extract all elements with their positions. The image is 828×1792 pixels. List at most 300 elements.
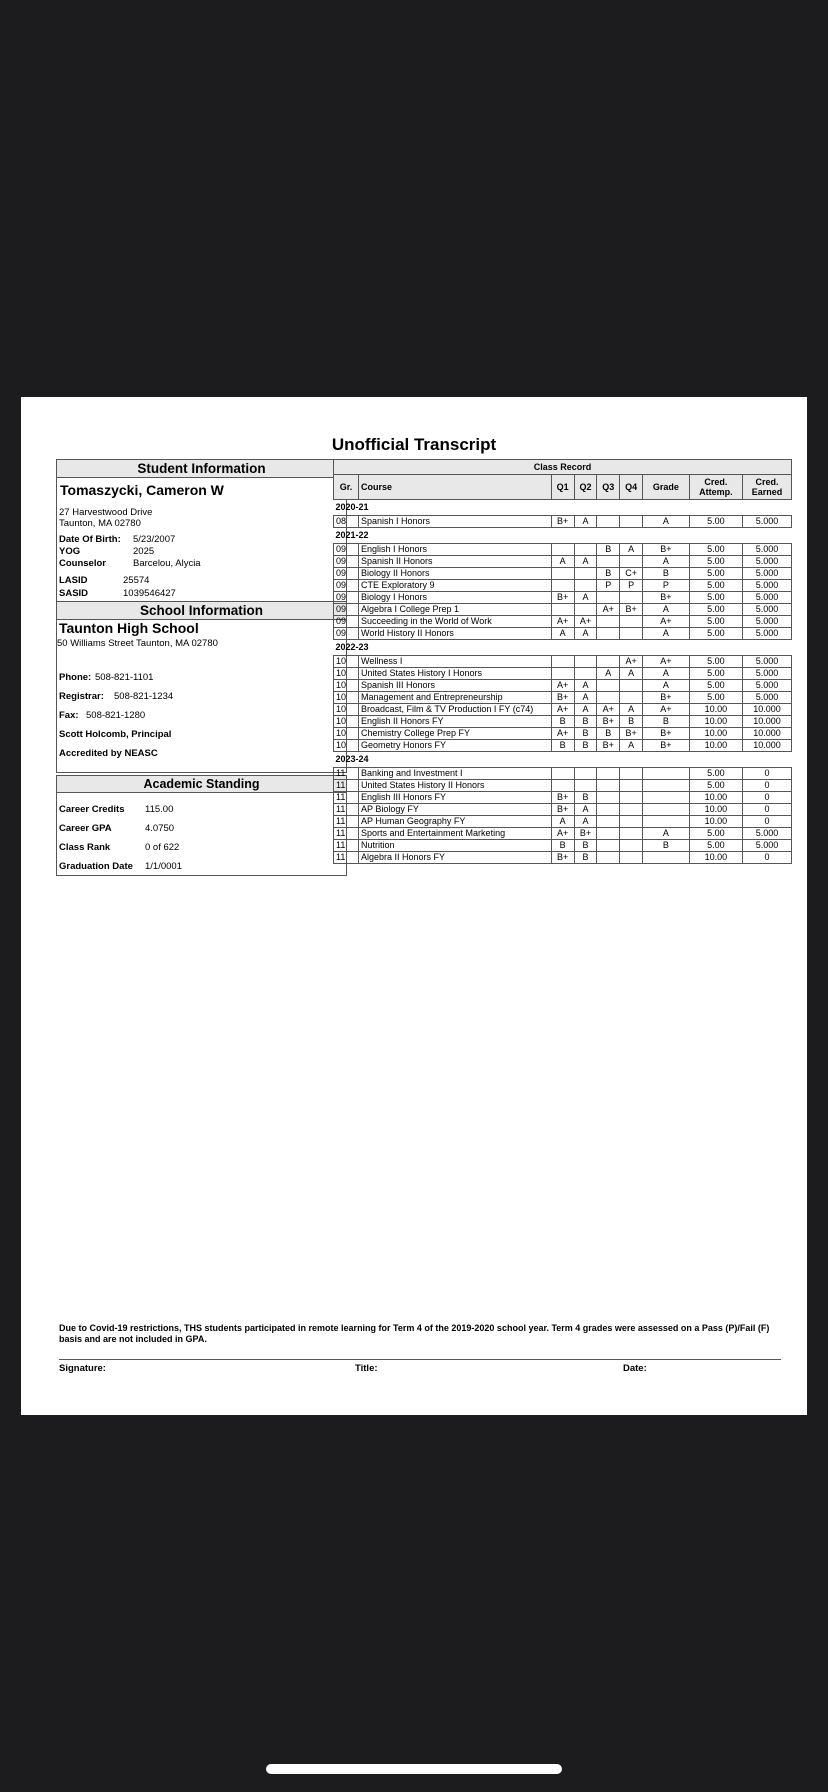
course-row [334,680,792,692]
fax-value: 508-821-1280 [86,710,146,721]
yog-label: YOG [59,546,81,557]
course-cell: B+ [620,604,643,616]
sasid-value: 1039546427 [123,588,176,599]
course-cell: B [643,840,690,852]
course-cell [620,792,643,804]
column-header: Q3 [597,475,620,500]
course-cell [620,804,643,816]
counselor-label: Counselor [59,558,106,569]
course-cell: 10.00 [689,804,742,816]
course-cell [643,768,690,780]
course-cell: 10.00 [689,740,742,752]
course-cell: 10 [334,704,359,716]
course-cell [574,580,597,592]
career-credits-label: Career Credits [59,804,125,815]
column-header: Q1 [551,475,574,500]
course-row [334,556,792,568]
course-cell [643,792,690,804]
course-cell [643,804,690,816]
course-row [334,516,792,528]
course-cell [597,816,620,828]
class-record-body [334,500,792,864]
course-cell [597,852,620,864]
course-cell: A+ [551,728,574,740]
course-cell: 11 [334,816,359,828]
course-name: Succeeding in the World of Work [359,616,552,628]
course-cell [551,768,574,780]
course-cell: 09 [334,592,359,604]
course-cell [597,828,620,840]
career-gpa-label: Career GPA [59,823,112,834]
column-header: Cred. Earned [743,475,792,500]
student-address-line2: Taunton, MA 02780 [59,518,141,529]
course-cell: A+ [620,656,643,668]
course-cell: 10.000 [743,740,792,752]
course-name: United States History I Honors [359,668,552,680]
course-cell: 0 [743,852,792,864]
course-name: Chemistry College Prep FY [359,728,552,740]
dob-label: Date Of Birth: [59,534,121,545]
course-row [334,768,792,780]
course-cell [597,680,620,692]
principal: Scott Holcomb, Principal [59,729,172,740]
course-cell [574,780,597,792]
course-name: United States History II Honors [359,780,552,792]
course-cell: B+ [643,728,690,740]
course-cell: B [574,852,597,864]
course-cell: 10 [334,716,359,728]
class-record-table [333,459,792,864]
course-cell: 5.000 [743,668,792,680]
course-cell: 10 [334,692,359,704]
course-cell [551,604,574,616]
course-cell: B+ [643,740,690,752]
course-cell: 5.00 [689,568,742,580]
accreditation: Accredited by NEASC [59,748,158,759]
year-row [334,752,792,768]
course-cell: A [574,680,597,692]
course-cell [551,780,574,792]
class-record-title: Class Record [334,460,792,475]
student-address-line1: 27 Harvestwood Drive [59,507,153,518]
school-year-label: 2022-23 [334,640,792,656]
course-cell [597,768,620,780]
course-name: AP Biology FY [359,804,552,816]
course-cell: A+ [551,680,574,692]
course-cell: A [574,816,597,828]
course-cell: 09 [334,604,359,616]
registrar-value: 508-821-1234 [114,691,174,702]
course-cell: 09 [334,628,359,640]
course-cell [597,592,620,604]
school-info-header: School Information [57,601,346,620]
course-cell: A [597,668,620,680]
sasid-label: SASID [59,588,89,599]
document-title: Unofficial Transcript [331,435,497,454]
course-name: English III Honors FY [359,792,552,804]
course-cell: A [574,516,597,528]
course-row [334,568,792,580]
course-cell [551,668,574,680]
course-cell: 10 [334,728,359,740]
course-name: English II Honors FY [359,716,552,728]
year-row [334,500,792,516]
course-cell: A [620,740,643,752]
home-indicator[interactable] [266,1764,562,1774]
course-name: Spanish III Honors [359,680,552,692]
course-cell: 09 [334,556,359,568]
course-cell: 0 [743,804,792,816]
course-cell [620,628,643,640]
course-cell: 5.000 [743,556,792,568]
course-cell: A+ [551,704,574,716]
course-row [334,816,792,828]
course-cell [574,544,597,556]
course-cell: P [597,580,620,592]
course-cell [620,852,643,864]
course-cell: 10 [334,668,359,680]
course-cell: A [551,556,574,568]
course-cell [620,616,643,628]
course-name: CTE Exploratory 9 [359,580,552,592]
course-row [334,692,792,704]
course-row [334,792,792,804]
course-cell: B [551,840,574,852]
course-cell: 11 [334,768,359,780]
course-cell: 5.00 [689,544,742,556]
course-row [334,616,792,628]
course-cell: A+ [643,704,690,716]
course-cell: 10.00 [689,852,742,864]
dob-value: 5/23/2007 [133,534,176,545]
course-cell: A [643,680,690,692]
course-name: Banking and Investment I [359,768,552,780]
academic-standing-header: Academic Standing [57,776,346,793]
course-cell: 5.000 [743,604,792,616]
registrar-label: Registrar: [59,691,104,702]
course-cell: 10 [334,656,359,668]
class-rank-value: 0 of 622 [145,842,180,853]
course-cell: 5.000 [743,580,792,592]
course-cell [620,692,643,704]
course-cell [597,780,620,792]
course-cell: B [597,728,620,740]
course-cell [551,656,574,668]
course-row [334,852,792,864]
course-row [334,656,792,668]
course-cell: A [574,804,597,816]
course-cell: B [597,568,620,580]
course-cell: 5.00 [689,780,742,792]
signature-line [59,1359,365,1360]
school-year-label: 2023-24 [334,752,792,768]
course-cell: B [643,568,690,580]
yog-value: 2025 [133,546,155,557]
course-cell: 10.000 [743,704,792,716]
course-cell: 0 [743,768,792,780]
course-cell: A [643,604,690,616]
course-cell: 10 [334,680,359,692]
course-name: Nutrition [359,840,552,852]
course-cell: 11 [334,792,359,804]
course-name: World History II Honors [359,628,552,640]
course-cell: 10.00 [689,704,742,716]
course-cell: B+ [620,728,643,740]
course-cell: B+ [551,592,574,604]
course-cell: 5.000 [743,544,792,556]
course-name: Spanish II Honors [359,556,552,568]
course-cell [597,840,620,852]
course-cell: 5.000 [743,628,792,640]
column-header: Grade [643,475,690,500]
course-cell [620,592,643,604]
school-name: Taunton High School [59,620,199,636]
class-record-header-row [334,475,792,500]
title-date-line [355,1359,781,1360]
course-cell: 5.00 [689,616,742,628]
signature-label: Signature: [59,1363,106,1374]
course-cell: 5.000 [743,656,792,668]
course-cell: 11 [334,852,359,864]
course-cell: B+ [643,544,690,556]
course-cell [643,852,690,864]
school-address: 50 Williams Street Taunton, MA 02780 [57,638,218,649]
course-cell: P [620,580,643,592]
course-cell: A [643,628,690,640]
course-cell: B [574,792,597,804]
student-name: Tomaszycki, Cameron W [60,482,224,498]
course-cell [597,656,620,668]
course-cell: A [551,628,574,640]
course-cell: B+ [643,592,690,604]
course-cell: C+ [620,568,643,580]
column-header: Q2 [574,475,597,500]
lasid-label: LASID [59,575,88,586]
course-cell: A [643,516,690,528]
course-cell: A [620,668,643,680]
course-cell: A+ [597,704,620,716]
course-cell: 10.00 [689,792,742,804]
course-cell: 0 [743,816,792,828]
course-cell: 5.000 [743,592,792,604]
course-cell: 10.000 [743,728,792,740]
school-year-label: 2020-21 [334,500,792,516]
course-cell: B [574,740,597,752]
course-row [334,580,792,592]
course-cell: A [620,704,643,716]
course-cell: B+ [551,516,574,528]
course-cell: 5.000 [743,680,792,692]
title-label: Title: [355,1363,378,1374]
lasid-value: 25574 [123,575,150,586]
column-header: Cred. Attemp. [689,475,742,500]
course-cell [597,692,620,704]
course-name: Biology I Honors [359,592,552,604]
course-cell: 5.00 [689,656,742,668]
course-cell: A [551,816,574,828]
course-name: Algebra II Honors FY [359,852,552,864]
course-cell [574,668,597,680]
course-row [334,828,792,840]
course-cell [597,792,620,804]
course-cell: B [620,716,643,728]
course-cell [574,604,597,616]
course-cell: 11 [334,804,359,816]
course-cell: 5.00 [689,668,742,680]
course-cell: 0 [743,780,792,792]
school-year-label: 2021-22 [334,528,792,544]
career-credits-value: 115.00 [145,804,174,815]
covid-note: Due to Covid-19 restrictions, THS students participated in remote learning for Term 4 of the 2019-2020 school year. Term 4 grades were assessed on a Pass (P)/Fail (F) basis and are not included in GPA. [59,1323,770,1344]
course-cell: 11 [334,840,359,852]
course-cell: 5.00 [689,604,742,616]
course-cell: 09 [334,544,359,556]
course-cell: B+ [597,740,620,752]
graduation-date-value: 1/1/0001 [145,861,182,872]
course-cell: A+ [643,616,690,628]
course-cell: B [643,716,690,728]
course-row [334,592,792,604]
course-name: Spanish I Honors [359,516,552,528]
course-cell: B+ [551,692,574,704]
course-cell: A [574,704,597,716]
course-cell [551,580,574,592]
course-cell: A [620,544,643,556]
course-cell: P [643,580,690,592]
course-cell [643,816,690,828]
course-cell: 11 [334,780,359,792]
course-cell: 5.000 [743,840,792,852]
course-cell [597,556,620,568]
course-name: Algebra I College Prep 1 [359,604,552,616]
graduation-date-label: Graduation Date [59,861,133,872]
course-cell [574,768,597,780]
course-cell: A+ [551,828,574,840]
course-cell [620,556,643,568]
course-cell: 5.000 [743,616,792,628]
course-cell [597,628,620,640]
course-name: Management and Entrepreneurship [359,692,552,704]
course-cell: 5.00 [689,768,742,780]
course-cell [620,780,643,792]
column-header: Course [359,475,552,500]
course-cell [620,680,643,692]
course-cell: 5.000 [743,692,792,704]
course-name: Broadcast, Film & TV Production I FY (c74) [359,704,552,716]
course-cell: A [643,668,690,680]
course-row [334,780,792,792]
course-cell: A+ [551,616,574,628]
course-row [334,668,792,680]
course-row [334,544,792,556]
course-cell [551,544,574,556]
course-cell: A [574,692,597,704]
course-row [334,604,792,616]
year-row [334,528,792,544]
course-cell: B [597,544,620,556]
course-cell: A [643,828,690,840]
student-info-panel [56,459,347,773]
course-cell: A+ [574,616,597,628]
transcript-page [21,397,807,1415]
course-name: Wellness I [359,656,552,668]
course-row [334,740,792,752]
course-name: Sports and Entertainment Marketing [359,828,552,840]
course-cell [551,568,574,580]
course-cell [643,780,690,792]
date-label: Date: [623,1363,647,1374]
course-cell: A [574,556,597,568]
course-cell [574,568,597,580]
course-cell: B+ [574,828,597,840]
course-cell: 08 [334,516,359,528]
fax-label: Fax: [59,710,79,721]
course-cell: 10.000 [743,716,792,728]
course-cell: A [574,628,597,640]
course-cell: B [551,716,574,728]
course-name: AP Human Geography FY [359,816,552,828]
course-name: Biology II Honors [359,568,552,580]
phone-value: 508-821-1101 [95,672,154,683]
course-cell [620,840,643,852]
phone-label: Phone: [59,672,92,683]
course-cell: 5.000 [743,828,792,840]
course-cell: 5.00 [689,592,742,604]
course-cell: A [574,592,597,604]
column-header: Q4 [620,475,643,500]
course-cell: A+ [597,604,620,616]
course-cell: 10 [334,740,359,752]
course-row [334,804,792,816]
course-row [334,728,792,740]
year-row [334,640,792,656]
course-cell: 5.00 [689,828,742,840]
course-cell: B+ [551,804,574,816]
class-rank-label: Class Rank [59,842,111,853]
course-cell: 09 [334,568,359,580]
course-cell: A+ [643,656,690,668]
course-row [334,716,792,728]
course-cell: 09 [334,616,359,628]
course-cell: 0 [743,792,792,804]
course-cell: 10.00 [689,816,742,828]
course-cell: 5.00 [689,692,742,704]
course-cell: 09 [334,580,359,592]
course-cell [597,516,620,528]
course-cell: B+ [551,852,574,864]
course-cell: 10.00 [689,728,742,740]
course-row [334,704,792,716]
course-name: English I Honors [359,544,552,556]
course-cell: B [574,840,597,852]
course-cell: 5.00 [689,680,742,692]
course-cell: A [643,556,690,568]
course-cell: B [551,740,574,752]
course-cell: 10.00 [689,716,742,728]
course-cell: B+ [551,792,574,804]
counselor-value: Barcelou, Alycia [133,558,201,569]
course-cell [597,616,620,628]
course-cell [620,828,643,840]
course-cell [574,656,597,668]
column-header: Gr. [334,475,359,500]
course-cell [620,516,643,528]
course-cell: B [574,716,597,728]
career-gpa-value: 4.0750 [145,823,175,834]
course-cell: 5.000 [743,516,792,528]
course-cell: 5.00 [689,840,742,852]
course-cell [597,804,620,816]
